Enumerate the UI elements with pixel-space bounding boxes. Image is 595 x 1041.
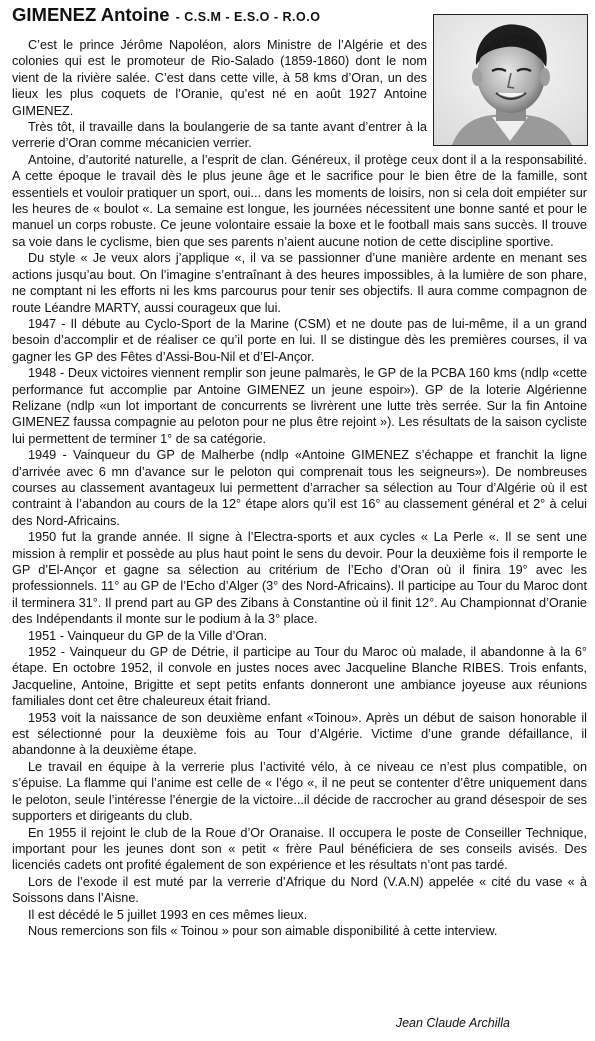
club-list: - C.S.M - E.S.O - R.O.O — [175, 10, 321, 24]
article-body — [12, 37, 587, 939]
article-title — [12, 4, 320, 26]
paragraph: 1949 - Vainqueur du GP de Malherbe (ndlp «Antoine GIMENEZ s’échappe et franchit la ligne d’arrivée avec 6 mn d’avance sur le peloton qui comprenait tous les seigneurs»). De nombreuses courses au classement avantageux lui permettent d’arracher sa sélection au Tour d’Algérie où il est contraint à l’abandon au cours de la 12° étape alors qu’il est 16° au classement général et 2° à celui des Nord-Africains. — [12, 448, 587, 528]
paragraph: Lors de l’exode il est muté par la verrerie d’Afrique du Nord (V.A.N) appelée « cité du vase « à Soissons dans l’Aisne. — [12, 874, 587, 906]
paragraph: Très tôt, il travaille dans la boulangerie de sa tante avant d’entrer à la verrerie d’Oran comme mécanicien verrier. — [12, 120, 427, 151]
paragraph: 1953 voit la naissance de son deuxième enfant «Toinou». Après un début de saison honorable il est sélectionné pour la deuxième fois au Tour d’Algérie. Victime d’une grande défaillance, il abandonne à la deuxième étape. — [12, 710, 587, 758]
paragraph: En 1955 il rejoint le club de la Roue d’Or Oranaise. Il occupera le poste de Conseiller Technique, important pour les jeunes dont son « petit « frère Paul bénéficiera de ses conseils avisés. Des licenciés cadets ont profité également de son expérience et les résultats n’ont pas tardé. — [12, 825, 587, 873]
paragraph: Du style « Je veux alors j’applique «, il va se passionner d’une manière ardente en menant ses actions jusqu’au bout. On l’imagine s’entraînant à des heures impossibles, à la lumière de son phare, ne comptant ni les efforts ni les kms parcourus pour tenir ses objectifs. Il aura comme compagnon de route Léandre MARTY, aussi courageux que lui. — [12, 251, 587, 315]
paragraph: Antoine, d’autorité naturelle, a l’esprit de clan. Généreux, il protège ceux dont il a la responsabilité. A cette époque le travail dès le plus jeune âge et le sacrifice pour le bien être de la famille, sont essentiels et vouloir pratiquer un sport, oui... dans les moments de loisirs, non si cela doit empiéter sur les heures de « boulot «. La semaine est longue, les journées nécessitent une bonne santé et pour le manuel un corps robuste. Ce jeune volontaire essaie la boxe et le football mais sans succès. Il trouve sa voie dans le cyclisme, bien que ses parents n’aient aucune notion de cette discipline sportive. — [12, 152, 587, 249]
paragraph: 1952 - Vainqueur du GP de Détrie, il participe au Tour du Maroc où malade, il abandonne à la 6° étape. En octobre 1952, il convole en justes noces avec Jacqueline Blanche RIBES. Trois enfants, Jacqueline, Antoine, Brigitte et sept petits enfants donneront une ambiance joyeuse aux réunions familiales dont cet être chaleureux était friand. — [12, 645, 587, 709]
author-signature: Jean Claude Archilla — [395, 1016, 510, 1030]
rider-name: GIMENEZ Antoine — [12, 4, 170, 25]
paragraph: 1947 - Il débute au Cyclo-Sport de la Marine (CSM) et ne doute pas de lui-même, il a un grand besoin d’accomplir et de réaliser ce qu’il porte en lui. Il se distingue dès les premières courses, il va gagner les GP des Fêtes d’Assi-Bou-Nil et d’El-Ançor. — [12, 316, 587, 364]
paragraph: Le travail en équipe à la verrerie plus l’activité vélo, à ce niveau ce n’est plus compatible, on s’épuise. La flamme qui l’anime est celle de « l’égo «, il ne peut se contenter d’être uniquement dans le peloton, seule l’intéresse l’énergie de la victoire...il décide de raccrocher au grand désespoir de ses supporters et dirigeants du club. — [12, 759, 587, 824]
paragraph: 1951 - Vainqueur du GP de la Ville d’Oran. — [28, 628, 268, 643]
paragraph: 1950 fut la grande année. Il signe à l’Electra-sports et aux cycles « La Perle «. Il se sent une mission à remplir et possède au plus haut point le sens du devoir. Pour la deuxième fois il remporte le GP d’El-Ançor et gagne sa sélection au critérium de l’Echo d’Oran où il finira 19° avec les professionnels. 11° au GP de l’Echo d’Alger (3° des Nord-Africains). Il participe au Tour du Maroc dont il terminera 31°. Il prend part au GP des Zibans à Constantine où il finit 12°. Au Championnat d’Oranie des Indépendants il monte sur le podium à la 3° place. — [12, 530, 587, 627]
paragraph: C’est le prince Jérôme Napoléon, alors Ministre de l’Algérie et des colonies qui est le promoteur de Rio-Salado (1859-1860) dont le nom vient de la rivière salée. C’est dans cette ville, à 58 kms d’Oran, un des lieux les plus coquets de l’Oranie, qu’est né en août 1927 Antoine GIMENEZ. — [12, 38, 427, 118]
paragraph: 1948 - Deux victoires viennent remplir son jeune palmarès, le GP de la PCBA 160 kms (ndlp «cette performance fut accomplie par Antoine GIMENEZ un jeune espoir»). GP de la loterie Algérienne Relizane (ndlp «un lot important de concurrents se livrèrent une lutte très serrée. Sur la fin Antoine GIMENEZ faussa compagnie au peloton pour ne plus être rejoint »). Les résultats de la saison cycliste lui permettent de terminer 1° de sa catégorie. — [12, 366, 587, 446]
paragraph: Nous remercions son fils « Toinou » pour son aimable disponibilité à cette interview. — [28, 923, 498, 938]
paragraph: Il est décédé le 5 juillet 1993 en ces mêmes lieux. — [28, 907, 308, 922]
